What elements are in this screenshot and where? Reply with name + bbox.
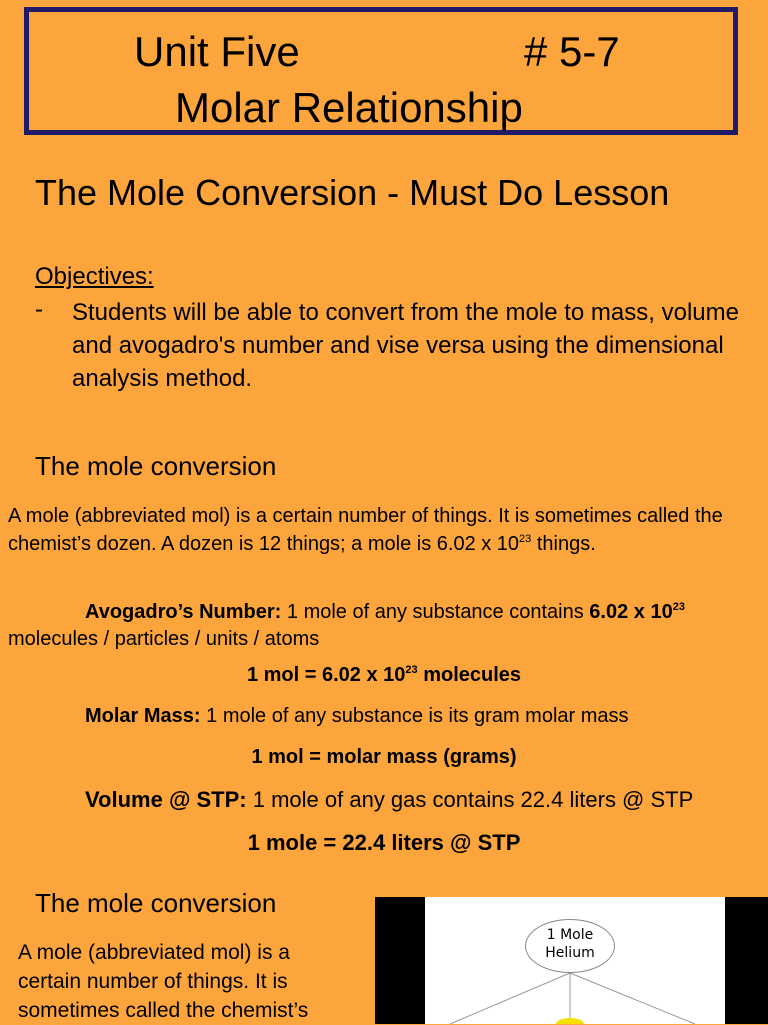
mole-definition-2: A mole (abbreviated mol) is a certain number of things. It is sometimes called the chemist’s [18,941,309,1022]
definition-end: things. [531,533,596,555]
avogadro-exponent: 23 [672,601,685,613]
objectives-label: Objectives: [35,263,154,290]
lesson-title: The Mole Conversion - Must Do Lesson [35,172,670,213]
volume-text: 1 mole of any gas contains 22.4 liters @ STP [246,787,694,812]
equation-volume: 1 mole = 22.4 liters @ STP [247,830,521,855]
equation-avogadro-a: 1 mol = 6.02 x 10 [246,664,406,686]
equation-avogadro [0,664,768,687]
equation-molar-mass: 1 mol = molar mass (grams) [251,746,517,768]
mole-helium-bubble [525,919,615,973]
molar-mass-text: 1 mole of any substance is its gram molar mass [200,705,629,727]
diagram-image [375,897,768,1024]
section-heading-2: The mole conversion [35,888,277,918]
volume-line [85,787,693,813]
subtitle: Molar Relationship [175,84,523,131]
volume-label: Volume @ STP: [85,787,247,812]
molar-mass-line [85,705,629,728]
avogadro-value: 6.02 x 10 [589,601,673,623]
definition-text: A mole (abbreviated mol) is a certain number of things. It is sometimes called the chemist’s dozen. A dozen is 12 things; a mole is 6.02 x 10 [8,505,723,555]
avogadro-line [85,601,685,624]
lesson-number: # 5-7 [524,28,620,75]
bubble-line-2: Helium [545,945,595,961]
equation-avogadro-b: molecules [417,664,522,686]
bubble-line-1: 1 Mole [546,927,594,943]
section-heading: The mole conversion [35,451,277,481]
molar-mass-label: Molar Mass: [85,705,201,727]
mole-definition [8,502,760,558]
unit-title: Unit Five [134,28,300,75]
definition-exponent: 23 [519,533,532,545]
bullet-dash: - [35,296,43,323]
avogadro-text: 1 mole of any substance contains [281,601,590,623]
avogadro-units: molecules / particles / units / atoms [8,628,320,650]
diagram-canvas [425,897,725,1024]
equation-avogadro-exponent: 23 [405,664,418,676]
objective-text: Students will be able to convert from the mole to mass, volume and avogadro's number and vise versa using the dimensional analysis method. [72,299,739,392]
avogadro-label: Avogadro’s Number: [85,601,282,623]
